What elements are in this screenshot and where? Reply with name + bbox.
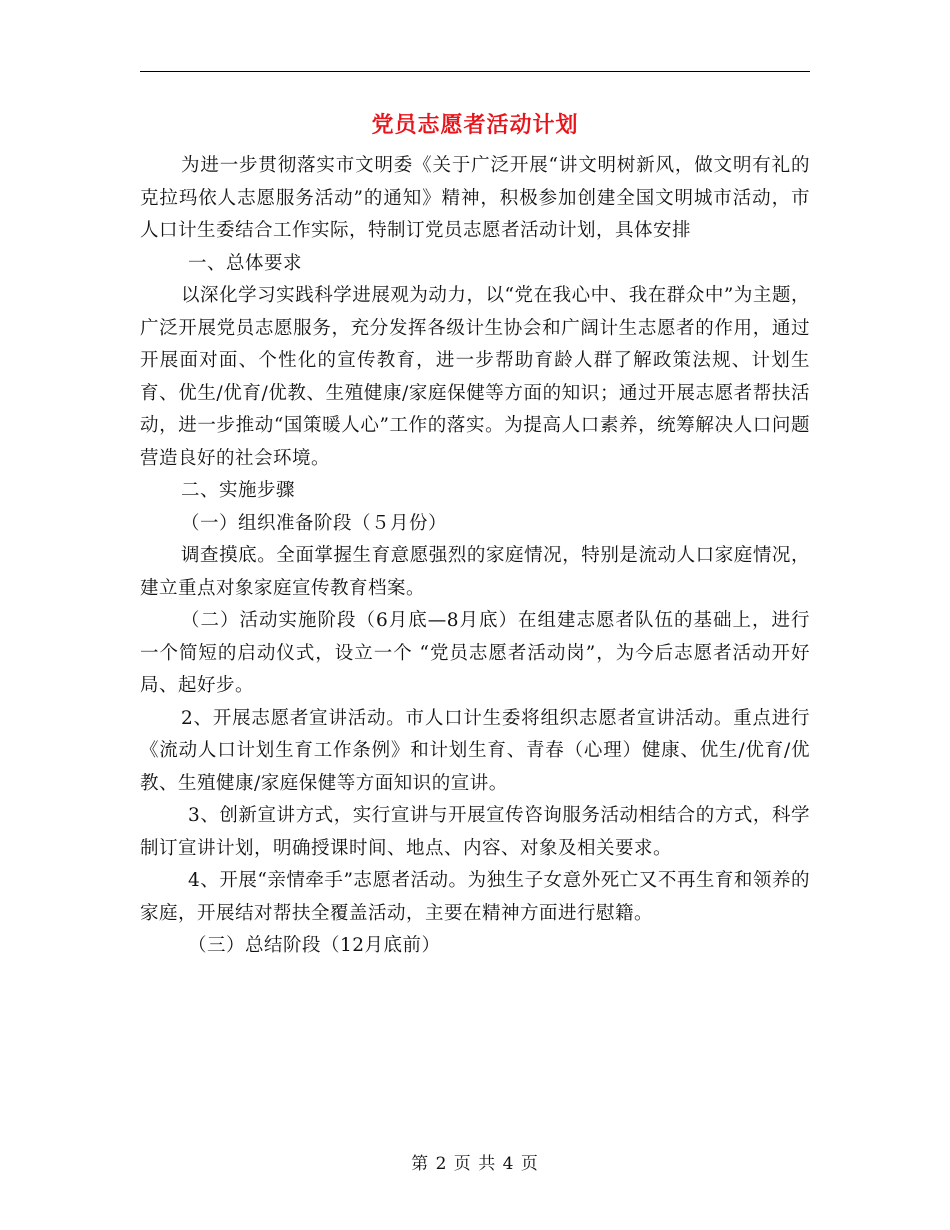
phase-one-heading: （一）组织准备阶段（５月份） bbox=[181, 512, 448, 534]
item-four-paragraph: 4、开展“亲情牵手”志愿者活动。为独生子女意外死亡又不再生育和领养的家庭，开展结对帮扶全覆盖活动，主要在精神方面进行慰籍。 bbox=[140, 870, 810, 924]
phase-three-heading: （三）总结阶段（12月底前） bbox=[188, 935, 441, 956]
section-heading-requirements: 一、总体要求 bbox=[188, 252, 303, 274]
item-three-paragraph: 3、创新宣讲方式，实行宣讲与开展宣传咨询服务活动相结合的方式，科学制订宣讲计划，明确授课时间、地点、内容、对象及相关要求。 bbox=[140, 805, 810, 859]
footer-total-pages: 4 bbox=[502, 1154, 515, 1174]
phase-two-paragraph: （二）活动实施阶段（6月底—8月底）在组建志愿者队伍的基础上，进行一个简短的启动仪式，设立一个 “党员志愿者活动岗”，为今后志愿者活动开好局、起好步。 bbox=[140, 610, 810, 696]
intro-paragraph: 为进一步贯彻落实市文明委《关于广泛开展“讲文明树新风，做文明有礼的克拉玛依人志愿服务活动”的通知》精神，积极参加创建全国文明城市活动，市人口计生委结合工作实际，特制订党员志愿者活动计划，具体安排 bbox=[140, 155, 810, 241]
footer-prefix: 第 bbox=[411, 1154, 430, 1174]
footer-suffix: 页 bbox=[520, 1154, 539, 1174]
item-two-paragraph: 2、开展志愿者宣讲活动。市人口计生委将组织志愿者宣讲活动。重点进行《流动人口计划生育工作条例》和计划生育、青春（心理）健康、优生/优育/优教、生殖健康/家庭保健等方面知识的宣讲。 bbox=[140, 707, 810, 794]
footer-total-word: 共 bbox=[478, 1154, 497, 1174]
document-body bbox=[140, 150, 810, 963]
footer-page-word: 页 bbox=[453, 1154, 472, 1174]
phase-one-paragraph: 调查摸底。全面掌握生育意愿强烈的家庭情况，特别是流动人口家庭情况，建立重点对象家庭宣传教育档案。 bbox=[140, 545, 810, 599]
section-heading-steps: 二、实施步骤 bbox=[181, 480, 296, 501]
page-footer bbox=[0, 1152, 950, 1176]
requirements-paragraph: 以深化学习实践科学进展观为动力，以“党在我心中、我在群众中”为主题，广泛开展党员志愿服务，充分发挥各级计生协会和广阔计生志愿者的作用，通过开展面对面、个性化的宣传教育，进一步帮助育龄人群了解政策法规、计划生育、优生/优育/优教、生殖健康/家庭保健等方面的知识；通过开展志愿者帮扶活动，进一步推动“国策暖人心”工作的落实。为提高人口素养，统筹解决人口问题营造良好的社会环境。 bbox=[140, 285, 810, 469]
footer-current-page: 2 bbox=[435, 1154, 448, 1174]
header-rule bbox=[140, 71, 810, 72]
document-title: 党员志愿者活动计划 bbox=[371, 112, 579, 138]
